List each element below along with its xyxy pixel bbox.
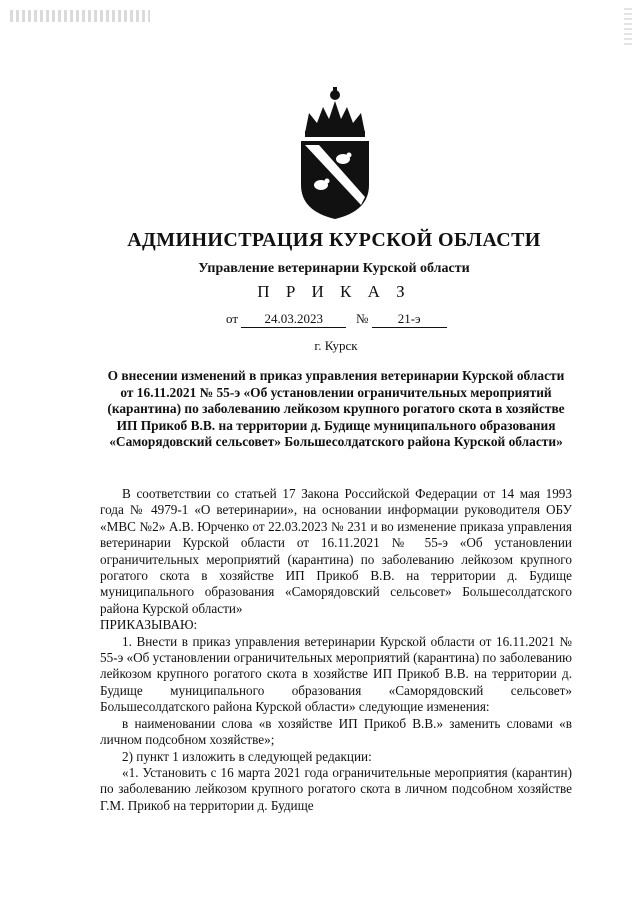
city-line: г. Курск — [314, 338, 358, 353]
order-date: 24.03.2023 — [241, 311, 346, 328]
date-number-line — [226, 311, 447, 328]
body-paragraph-1: В соответствии со статьей 17 Закона Российской Федерации от 14 мая 1993 года № 4979-1 «О ветеринарии», на основании информации руководителя ОБУ «МВС №2» А.В. Юрченко от 22.03.2023 № 231 и во изменение приказа управления ветеринарии Курской области от 16.11.2021 № 55-э «Об установлении ограничительных мероприятий (карантина) по заболеванию лейкозом крупного рогатого скота в хозяйстве ИП Прикоб В.В. на территории д. Будище муниципального образования «Саморядовский сельсовет» Большесолдатского района Курской области» — [100, 486, 572, 616]
coat-of-arms-icon — [295, 85, 375, 220]
agency-title: АДМИНИСТРАЦИЯ КУРСКОЙ ОБЛАСТИ — [127, 229, 541, 251]
document-type: П Р И К А З — [257, 282, 411, 301]
body-paragraph-4: 2) пункт 1 изложить в следующей редакции: — [122, 748, 372, 764]
order-body — [100, 486, 572, 814]
department-title: Управление ветеринарии Курской области — [198, 261, 470, 276]
number-prefix: № — [356, 311, 369, 326]
order-subject: О внесении изменений в приказ управления ветеринарии Курской области от 16.11.2021 № 55-э «Об установлении ограничительных мероприятий (карантина) по заболеванию лейкозом крупного рогатого скота в хозяйстве ИП Прикоб В.В. на территории д. Будище муниципального образования «Саморядовский сельсовет» Большесолдатского района Курской области» — [107, 368, 565, 449]
scan-artifact-right — [624, 8, 632, 48]
body-paragraph-3: в наименовании слова «в хозяйстве ИП Прикоб В.В.» заменить словами «в личном подсобном хозяйстве»; — [100, 715, 572, 748]
body-paragraph-5: «1. Установить с 16 марта 2021 года ограничительные мероприятия (карантин) по заболеванию лейкозом крупного рогатого скота в личном подсобном хозяйстве Г.М. Прикоб на территории д. Будище — [100, 764, 572, 813]
scan-artifact — [10, 10, 150, 22]
date-prefix: от — [226, 311, 239, 326]
order-number: 21-э — [372, 311, 447, 328]
order-keyword: ПРИКАЗЫВАЮ: — [100, 617, 198, 633]
body-paragraph-2: 1. Внести в приказ управления ветеринарии Курской области от 16.11.2021 № 55-э «Об установлении ограничительных мероприятий (карантина) по заболеванию лейкозом крупного рогатого скота в хозяйстве ИП Прикоб В.В. на территории д. Будище муниципального образования «Саморядовский сельсовет» Большесолдатского района Курской области» следующие изменения: — [100, 633, 572, 715]
